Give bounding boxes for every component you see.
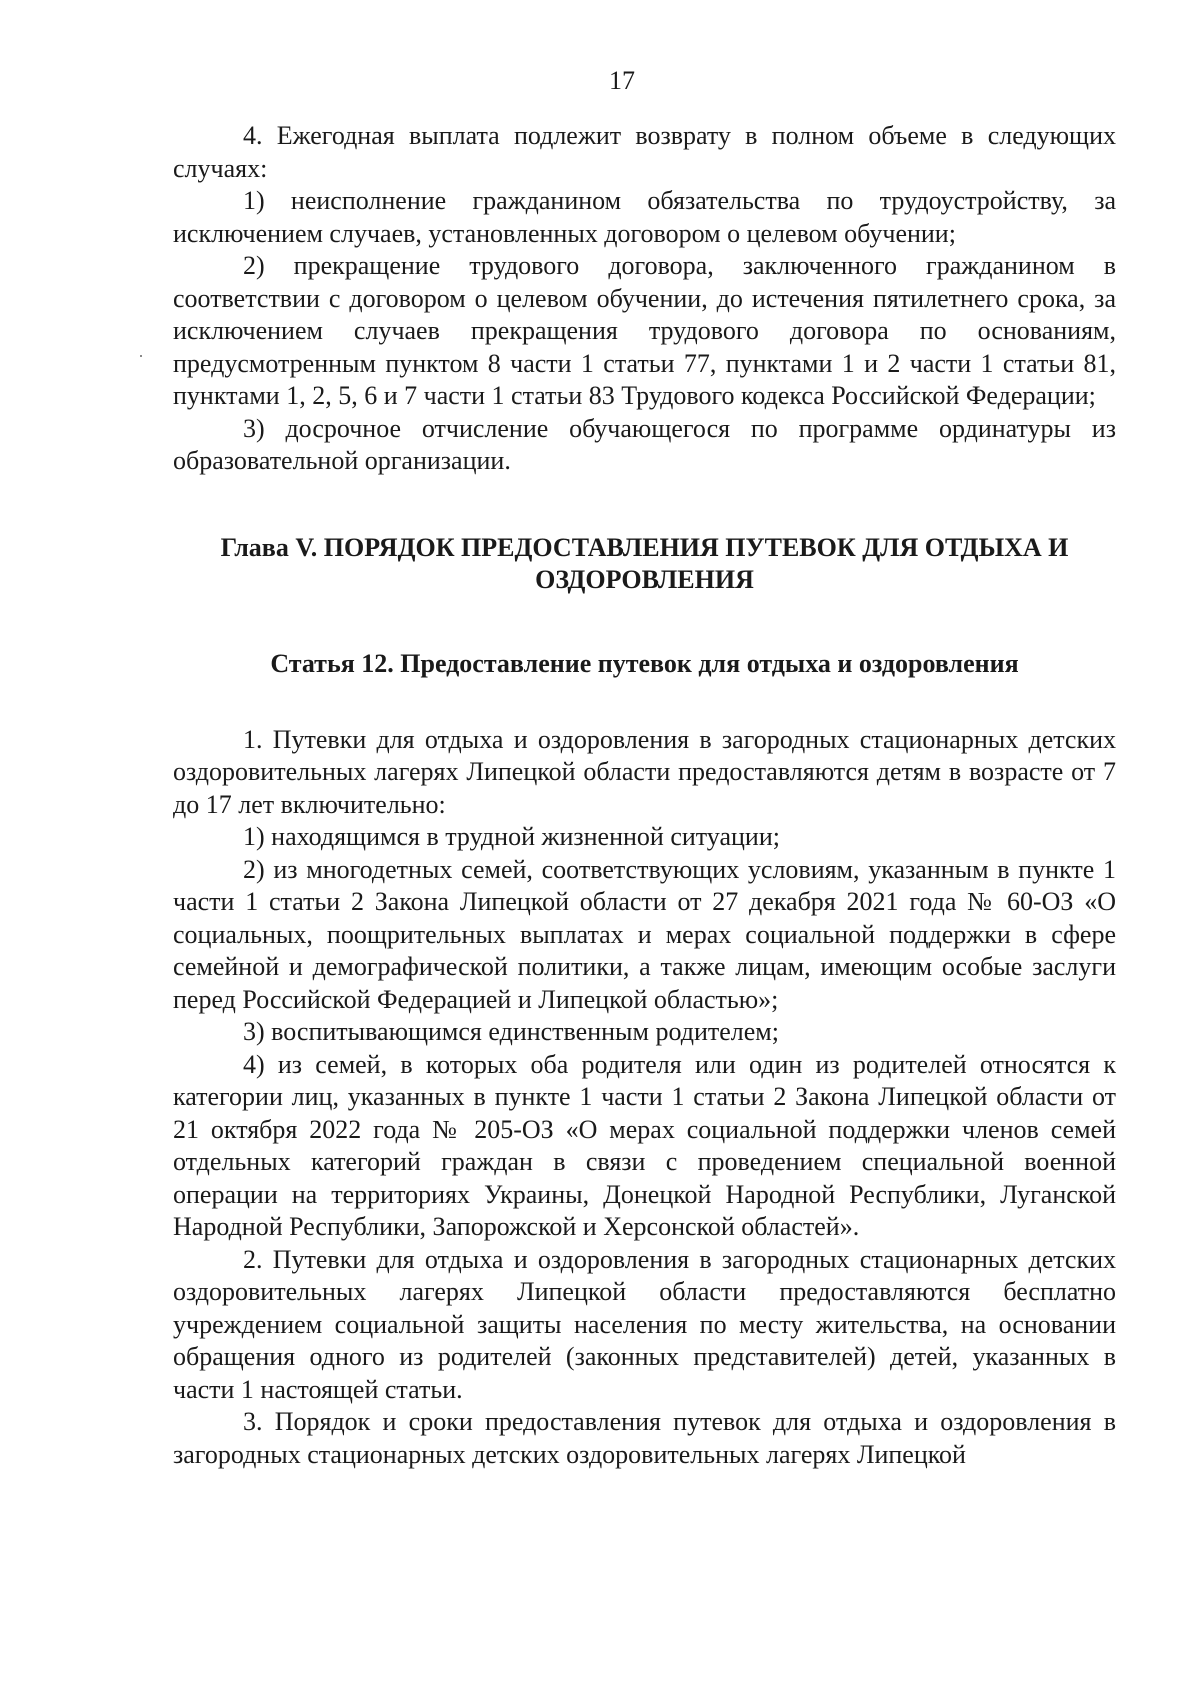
paragraph-article-subpoint-4: 4) из семей, в которых оба родителя или один из родителей относятся к категории лиц, указанных в пункте 1 части 1 статьи 2 Закона Липецкой области от 21 октября 2022 года № 205-ОЗ «О мерах социальной поддержки членов семей отдельных категорий граждан в связи с проведением специальной военной операции на территориях Украины, Донецкой Народной Республики, Луганской Народной Республики, Запорожской и Херсонской областей». <box>173 1049 1116 1241</box>
paragraph-article-subpoint-1: 1) находящимся в трудной жизненной ситуации; <box>243 822 780 851</box>
paragraph-article-subpoint-2: 2) из многодетных семей, соответствующих условиям, указанным в пункте 1 части 1 статьи 2 Закона Липецкой области от 27 декабря 2021 года № 60-ОЗ «О социальных, поощрительных выплатах и мерах социальной поддержки в сфере семейной и демографической политики, а также лицам, имеющим особые заслуги перед Российской Федерацией и Липецкой областью»; <box>173 854 1116 1014</box>
paragraph-return-case-1: 1) неисполнение гражданином обязательства по трудоустройству, за исключением случаев, установленных договором о целевом обучении; <box>173 186 1116 248</box>
paragraph-article-point-3: 3. Порядок и сроки предоставления путевок для отдыха и оздоровления в загородных стационарных детских оздоровительных лагерях Липецкой <box>173 1407 1116 1469</box>
scan-margin-mark <box>140 355 142 357</box>
paragraph-return-intro: 4. Ежегодная выплата подлежит возврату в полном объеме в следующих случаях: <box>173 121 1116 183</box>
section-article-12 <box>173 724 1116 1472</box>
paragraph-article-subpoint-3: 3) воспитывающимся единственным родителем; <box>243 1017 779 1046</box>
page-number: 17 <box>609 66 635 95</box>
article-heading: Статья 12. Предоставление путевок для отдыха и оздоровления <box>270 648 1019 678</box>
paragraph-return-case-2: 2) прекращение трудового договора, заключенного гражданином в соответствии с договором о целевом обучении, до истечения пятилетнего срока, за исключением случаев прекращения трудового договора по основаниям, предусмотренным пунктом 8 части 1 статьи 77, пунктами 1 и 2 части 1 статьи 81, пунктами 1, 2, 5, 6 и 7 части 1 статьи 83 Трудового кодекса Российской Федерации; <box>173 251 1116 410</box>
paragraph-article-point-1: 1. Путевки для отдыха и оздоровления в загородных стационарных детских оздоровительных лагерях Липецкой области предоставляются детям в возрасте от 7 до 17 лет включительно: <box>173 724 1116 819</box>
paragraph-article-point-2: 2. Путевки для отдыха и оздоровления в загородных стационарных детских оздоровительных лагерях Липецкой области предоставляются бесплатно учреждением социальной защиты населения по месту жительства, на основании обращения одного из родителей (законных представителей) детей, указанных в части 1 настоящей статьи. <box>173 1244 1116 1404</box>
section-return-conditions <box>173 120 1116 478</box>
paragraph-return-case-3: 3) досрочное отчисление обучающегося по программе ординатуры из образовательной организации. <box>173 413 1116 475</box>
chapter-heading: Глава V. ПОРЯДОК ПРЕДОСТАВЛЕНИЯ ПУТЕВОК ДЛЯ ОТДЫХА И ОЗДОРОВЛЕНИЯ <box>220 532 1069 594</box>
